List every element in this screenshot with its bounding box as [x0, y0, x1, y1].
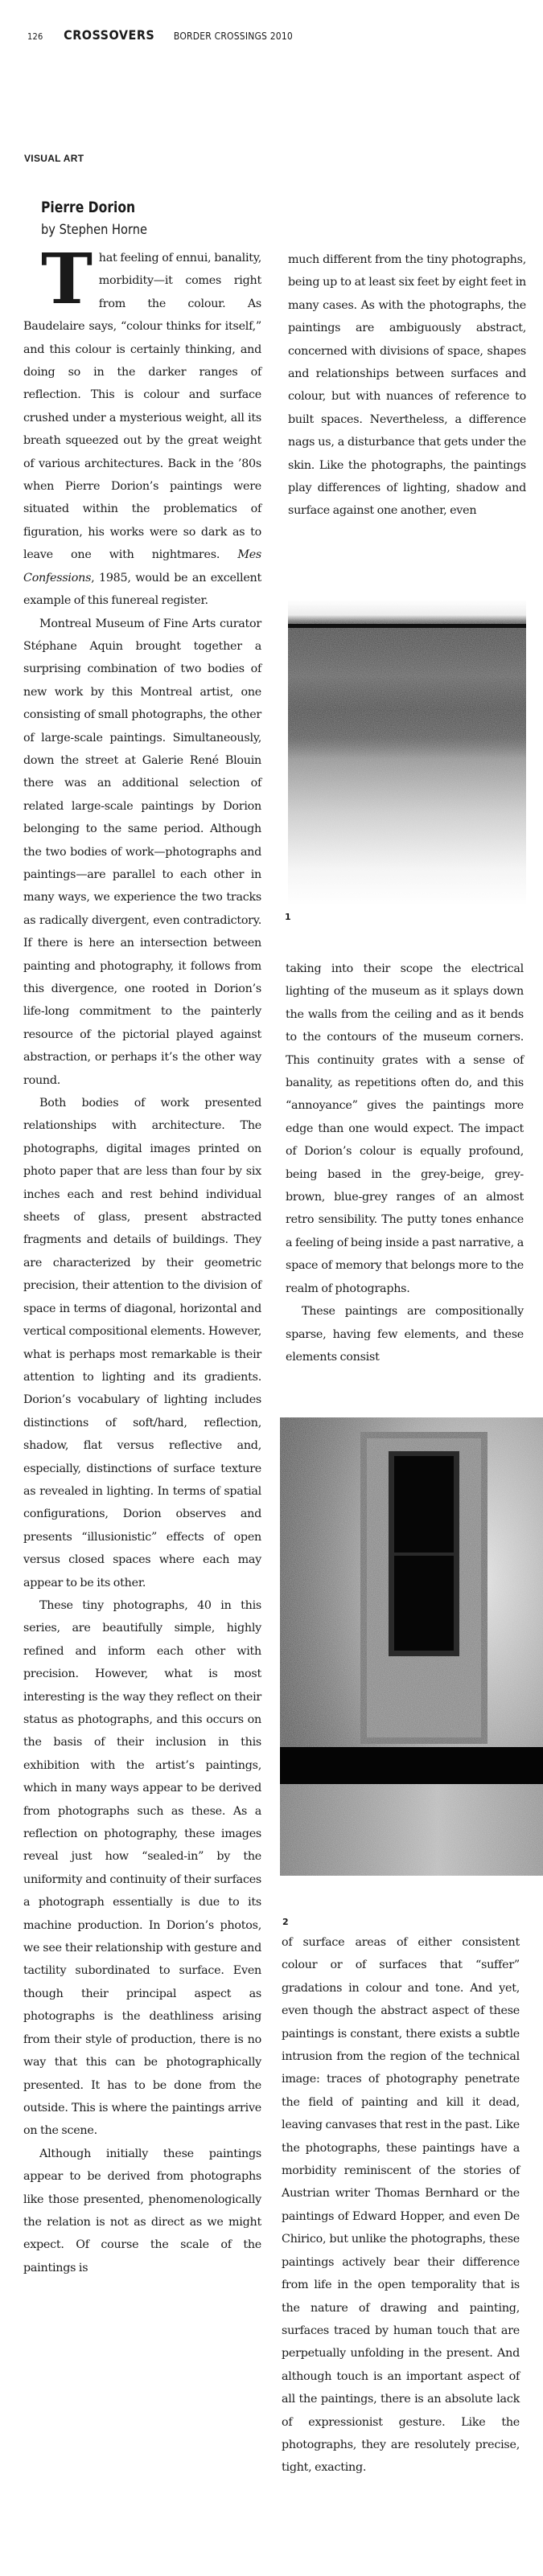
article-title: Pierre Dorion [41, 199, 136, 216]
figure-1-image [288, 600, 526, 905]
right-column-top [288, 248, 526, 523]
painting-1-graphic [288, 600, 526, 905]
paragraph-1-text-end: , 1985, would be an excellent example of this funereal register. [23, 571, 261, 608]
figure-2-image [280, 1417, 543, 1876]
left-column [23, 239, 261, 2279]
paragraph-4: These tiny photographs, 40 in this series, are beautifully simple, highly refined and inform each other with precision. However, what is most interesting is the way they reflect on their status as photographs, and this occurs on the basis of their inclusion in this exhibition with the artist’s paintings, which in many ways appear to be derived from photographs such as these. As a reflection on photography, these images reveal just how “sealed-in” by the uniformity and continuity of their surfaces a photograph essentially is due to its machine production. In Dorion’s photos, we see their relationship with gesture and tactility subordinated to surface. Even though their principal aspect as photographs is the deathliness arising from their style of production, there is no way that this can be photographically presented. It has to be done from the outside. This is where the paintings arrive on the scene. [23, 1598, 261, 2138]
category-label: VISUAL ART [24, 153, 84, 164]
paragraph-2: Montreal Museum of Fine Arts curator Stéphane Aquin brought together a surprising combination of two bodies of new work by this Montreal artist, one consisting of small photographs, the other of large-scale paintings. Simultaneously, down the street at Galerie René Blouin there was an additional selection of related large-scale paintings by Dorion belonging to the same period. Although the two bodies of work—photographs and paintings—are parallel to each other in many ways, we experience the two tracks as radically divergent, even contradictory. If there is here an intersection between painting and photography, it follows from this divergence, one rooted in Dorion’s life-long commitment to the painterly resource of the pictorial played against abstraction, or perhaps it’s the other way round. [23, 617, 261, 1087]
section-name: CROSSOVERS [64, 27, 155, 43]
paragraph-continued: much different from the tiny photographs, being up to at least six feet by eight feet in many cases. As with the photographs, the paintings are ambiguously abstract, concerned with divisions of space, shapes and relationships between surfaces and colour, but with nuances of reference to built spaces. Nevertheless, a difference nags us, a disturbance that gets under the skin. Like the photographs, the paintings play differences of lighting, shadow and surface against one another, even [288, 253, 526, 518]
right-column-bottom [282, 1931, 520, 2480]
paragraph-1 [23, 239, 261, 613]
paragraph-3: Both bodies of work presented relationships with architecture. The photographs, digital images printed on photo paper that are less than four by six inches each and rest behind individual sheets of glass, present abstracted fragments and details of buildings. They are characterized by their geometric precision, their attention to the division of space in terms of diagonal, horizontal and vertical compositional elements. However, what is perhaps most remarkable is their attention to lighting and its gradients. Dorion’s vocabulary of lighting includes distinctions of soft/hard, reflection, shadow, flat versus reflective and, especially, distinctions of surface texture as revealed in lighting. In terms of spatial configurations, Dorion observes and presents “illusionistic” effects of open versus closed spaces where each may appear to be its other. [23, 1097, 261, 1589]
magazine-name: BORDER CROSSINGS 2010 [173, 31, 293, 42]
paragraph-7: These paintings are compositionally sparse, having few elements, and these elements consist [286, 1305, 524, 1364]
paragraph-7-continued: of surface areas of either consistent colour or of surfaces that “suffer” gradations in colour and tone. And yet, even though the abstract aspect of these paintings is constant, there exists a subtle intrusion from the region of the technical image: traces of photography penetrate the field of painting and kill it dead, leaving canvases that rest in the past. Like the photographs, these paintings have a morbidity reminiscent of the stories of Austrian writer Thomas Bernhard or the paintings of Edward Hopper, and even De Chirico, but unlike the photographs, these paintings actively bear their difference from life in the open temporality that is the nature of drawing and painting, surfaces traced by human touch that are perpetually unfolding in the present. And although touch is an important aspect of all the paintings, there is an absolute lack of expressionist gesture. Like the photographs, they are resolutely precise, tight, exacting. [282, 1936, 520, 2475]
paragraph-1-text: hat feeling of ennui, banality, morbidity—it comes right from the colour. As Baudelaire says, “colour thinks for itself,” and this colour is certainly thinking, and doing so in the darker ranges of reflection. This is colour and surface crushed under a mysterious weight, all its breath squeezed out by the great weight of various architectures. Back in the ’80s when Pierre Dorion’s paintings were situated within the problematics of figuration, his works were so dark as to leave one with nightmares. [23, 252, 261, 562]
right-column-middle [286, 958, 524, 1368]
page-number: 126 [27, 31, 43, 42]
figure-2-number: 2 [282, 1917, 289, 1927]
figure-1-number: 1 [285, 912, 291, 922]
article-byline: by Stephen Horne [41, 222, 147, 238]
running-header [27, 27, 293, 43]
paragraph-5: Although initially these paintings appear to be derived from photographs like those presented, phenomenologically the relation is not as direct as we might expect. Of course the scale of the paintings is [23, 2147, 261, 2275]
painting-2-graphic [280, 1417, 543, 1876]
drop-cap: T [41, 239, 93, 320]
paragraph-6: taking into their scope the electrical lighting of the museum as it splays down the walls from the ceiling and as it bends to the contours of the museum corners. This continuity grates with a sense of banality, as repetitions often do, and this “annoyance” gives the paintings more edge than one would expect. The impact of Dorion’s colour is equally profound, being based in the grey-beige, grey-brown, blue-grey ranges of an almost retro sensibility. The putty tones enhance a feeling of being inside a past narrative, a space of memory that belongs more to the realm of photographs. [286, 962, 524, 1295]
artwork-title: Mes Confessions [23, 548, 261, 585]
